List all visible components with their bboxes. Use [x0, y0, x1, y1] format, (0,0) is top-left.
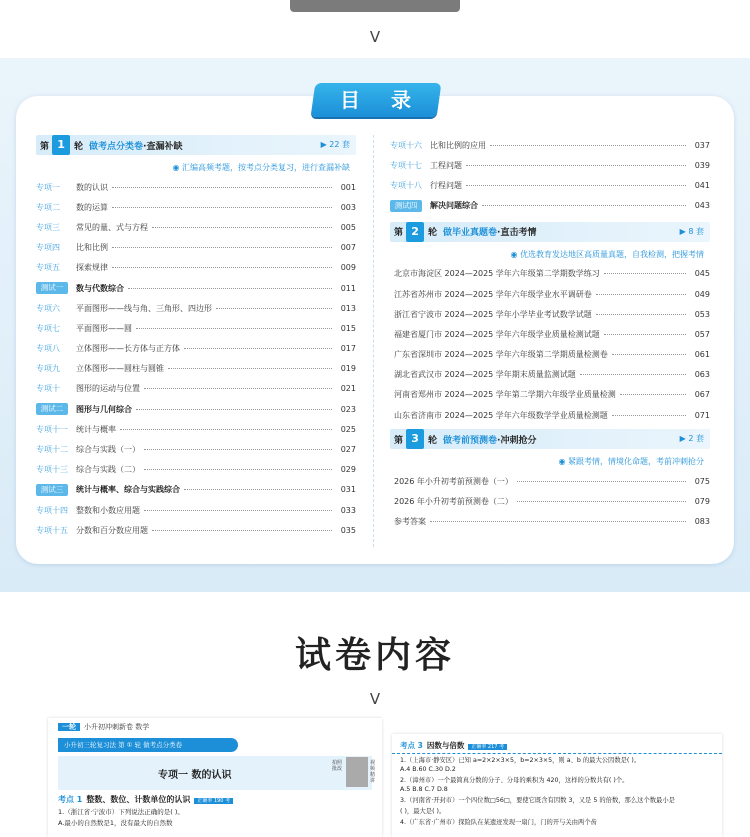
toc-row: [390, 175, 710, 195]
toc-tag: 专项十五: [36, 525, 68, 535]
round-number-badge: 1: [52, 135, 70, 155]
toc-left-column: [36, 135, 356, 540]
toc-page-number: 009: [340, 263, 356, 273]
toc-item-name: 比和比例: [76, 243, 108, 253]
toc-row: [36, 258, 356, 278]
toc-page-number: 075: [694, 476, 710, 486]
toc-tag: 专项三: [36, 222, 60, 232]
toc-row: [390, 365, 710, 385]
toc-row: [390, 345, 710, 365]
toc-row: [36, 520, 356, 540]
question-line: A.5 B.8 C.7 D.8: [400, 786, 448, 793]
dot-leader: [136, 409, 332, 410]
toc-page-number: 039: [694, 160, 710, 170]
round-3-list: [390, 471, 710, 532]
dot-leader: [596, 314, 686, 315]
dot-leader: [430, 521, 686, 522]
round-1-header: 第 1 轮 做考点分类卷 ·查漏补缺 ▶ 22 套: [36, 135, 356, 155]
dot-leader: [620, 394, 686, 395]
question-lines: [392, 754, 722, 827]
sample-page-right: [392, 734, 722, 837]
toc-tag: 专项九: [36, 364, 60, 374]
toc-page-number: 025: [340, 424, 356, 434]
toc-tag: 专项七: [36, 323, 60, 333]
section-2-title: 试卷内容: [294, 635, 455, 676]
toc-page-number: 079: [694, 497, 710, 507]
dot-leader: [612, 354, 686, 355]
toc-row: [36, 439, 356, 459]
toc-page-number: 057: [694, 329, 710, 339]
chevron-down-icon: V: [369, 28, 381, 46]
knowledge-point: 考点 3 因数与倍数 正确率 217 考: [392, 734, 722, 754]
toc-item-name: 图形与几何综合: [76, 404, 132, 414]
question-line: ( )，最大是( )。: [400, 808, 446, 815]
column-divider: [373, 135, 374, 547]
toc-test-row: [390, 196, 710, 216]
toc-item-name: 数与代数综合: [76, 283, 124, 293]
set-count: ▶ 8 套: [679, 226, 704, 236]
dot-leader: [152, 530, 332, 531]
qr-caption-right: 视频精讲: [370, 760, 376, 784]
toc-test-row: [36, 278, 356, 298]
toc-page-number: 067: [694, 390, 710, 400]
dot-leader: [604, 273, 686, 274]
toc-item-name: 平面图形——圆: [76, 323, 132, 333]
dot-leader: [216, 308, 332, 309]
toc-item-name: 北京市海淀区 2024—2025 学年六年级第二学期数学练习: [394, 269, 600, 279]
toc-row: [36, 177, 356, 197]
toc-page-number: 049: [694, 289, 710, 299]
toc-row: [36, 460, 356, 480]
toc-row: [390, 135, 710, 155]
toc-row: [390, 264, 710, 284]
page-header: 一轮 小升初冲刺新卷 数学: [48, 718, 382, 736]
toc-item-name: 行程问题: [430, 180, 462, 190]
toc-item-name: 综合与实践（二）: [76, 465, 140, 475]
toc-title: 目 录: [311, 83, 442, 117]
toc-page-number: 035: [340, 525, 356, 535]
toc-item-name: 整数和小数应用题: [76, 505, 140, 515]
round-number-badge: 3: [406, 429, 424, 449]
toc-tag: 测试四: [390, 200, 422, 212]
toc-row: [390, 512, 710, 532]
toc-tag: 专项十一: [36, 424, 68, 434]
dot-leader: [144, 510, 332, 511]
toc-tag: 专项十七: [390, 160, 422, 170]
toc-item-name: 山东省济南市 2024—2025 学年六年级数学学业质量检测题: [394, 410, 608, 420]
toc-row: [36, 419, 356, 439]
toc-item-name: 浙江省宁波市 2024—2025 学年小学毕业考试数学试题: [394, 309, 592, 319]
toc-tag: 专项十: [36, 384, 60, 394]
toc-item-name: 比和比例的应用: [430, 140, 486, 150]
previous-section-title-fragment: [290, 0, 460, 12]
toc-row: [36, 339, 356, 359]
toc-row: [390, 471, 710, 491]
dot-leader: [168, 368, 332, 369]
question-option: A.最小的自然数是1，没有最大的自然数: [58, 819, 173, 827]
toc-page-number: 029: [340, 465, 356, 475]
round-3-header: 第 3 轮 做考前预测卷 ·冲刺抢分 ▶ 2 套: [390, 429, 710, 449]
round-1-list: [36, 177, 356, 540]
dot-leader: [112, 187, 332, 188]
toc-tag: 专项十四: [36, 505, 68, 515]
sample-page-left: [48, 718, 382, 837]
toc-row: [390, 491, 710, 511]
toc-row: [390, 385, 710, 405]
toc-item-name: 江苏省苏州市 2024—2025 学年六年级学业水平调研卷: [394, 289, 592, 299]
toc-row: [36, 379, 356, 399]
dot-leader: [144, 469, 332, 470]
toc-tag: 专项十二: [36, 445, 68, 455]
toc-row: [36, 217, 356, 237]
toc-row: [36, 500, 356, 520]
toc-tag: 专项十八: [390, 180, 422, 190]
toc-tag: 专项十六: [390, 140, 422, 150]
dot-leader: [144, 449, 332, 450]
toc-tag: 测试三: [36, 484, 68, 496]
question-line: 2.（漳州市）一个最简真分数的分子、分母的乘积为 420，这样的分数共有( )个。: [400, 777, 629, 784]
toc-row: [390, 304, 710, 324]
chevron-down-icon: V: [369, 690, 381, 708]
toc-row: [36, 359, 356, 379]
topic-title: 专项一 数的认识: [158, 770, 232, 781]
toc-page-number: 033: [340, 505, 356, 515]
dot-leader: [466, 165, 686, 166]
toc-page-number: 031: [340, 485, 356, 495]
toc-item-name: 常见的量、式与方程: [76, 222, 148, 232]
dot-leader: [112, 267, 332, 268]
round-2-note: ◉ 优选教育发达地区高质量真题，自我检测，把握考情: [510, 249, 704, 259]
toc-page-number: 003: [340, 202, 356, 212]
toc-page-number: 011: [340, 283, 356, 293]
dot-leader: [490, 145, 686, 146]
dot-leader: [112, 207, 332, 208]
question-line: 3.（河南省·开封市）一个四位数□56□，要使它既含有因数 3，又是 5 的倍数，那么这个数最小是: [400, 797, 675, 804]
toc-page-number: 019: [340, 364, 356, 374]
toc-item-name: 解决问题综合: [430, 201, 478, 211]
toc-item-name: 立体图形——圆柱与圆锥: [76, 364, 164, 374]
question-line: 1.（上海市·静安区）已知 a=2×2×3×5，b=2×3×5，则 a、b 的最大公因数是( )。: [400, 757, 641, 764]
toc-page-number: 021: [340, 384, 356, 394]
toc-item-name: 2026 年小升初考前预测卷（一）: [394, 476, 513, 486]
toc-item-name: 工程问题: [430, 160, 462, 170]
toc-page-number: 037: [694, 140, 710, 150]
toc-item-name: 图形的运动与位置: [76, 384, 140, 394]
toc-item-name: 数的运算: [76, 202, 108, 212]
dot-leader: [136, 328, 332, 329]
dot-leader: [612, 415, 686, 416]
dot-leader: [120, 429, 332, 430]
toc-tag: 测试二: [36, 403, 68, 415]
toc-row: [36, 318, 356, 338]
toc-test-row: [36, 480, 356, 500]
round-3-note: ◉ 紧跟考情，情境化命题，考前冲刺抢分: [558, 457, 704, 467]
toc-row: [36, 238, 356, 258]
dot-leader: [517, 481, 686, 482]
toc-row: [36, 197, 356, 217]
dot-leader: [482, 205, 686, 206]
toc-page-number: 023: [340, 404, 356, 414]
dot-leader: [604, 334, 686, 335]
toc-item-name: 湖北省武汉市 2024—2025 学年期末质量监测试题: [394, 370, 576, 380]
toc-row: [36, 298, 356, 318]
toc-page-number: 045: [694, 269, 710, 279]
dot-leader: [184, 489, 332, 490]
toc-item-name: 分数和百分数应用题: [76, 525, 148, 535]
toc-page-number: 053: [694, 309, 710, 319]
toc-tag: 测试一: [36, 282, 68, 294]
dot-leader: [184, 348, 332, 349]
toc-page-number: 007: [340, 243, 356, 253]
toc-page-number: 017: [340, 344, 356, 354]
toc-page-number: 063: [694, 370, 710, 380]
toc-row: [390, 405, 710, 425]
toc-test-row: [36, 399, 356, 419]
knowledge-point: 考点 1 整数、数位、计数单位的认识 正确率 190 考: [58, 794, 372, 805]
toc-tag: 专项十三: [36, 465, 68, 475]
toc-item-name: 立体图形——长方体与正方体: [76, 344, 180, 354]
round-2-header: 第 2 轮 做毕业真题卷 ·直击考情 ▶ 8 套: [390, 222, 710, 242]
toc-tag: 专项五: [36, 263, 60, 273]
toc-item-name: 广东省深圳市 2024—2025 学年六年级第二学期质量检测卷: [394, 350, 608, 360]
toc-tag: 专项六: [36, 303, 60, 313]
dot-leader: [144, 388, 332, 389]
toc-item-name: 数的认识: [76, 182, 108, 192]
set-count: ▶ 2 套: [679, 434, 704, 444]
toc-item-name: 探索规律: [76, 263, 108, 273]
question-line: 4.（广东省·广州市）探险队在某遗迹发现一扇门，门的开与关由两个齿: [400, 819, 597, 826]
dot-leader: [596, 294, 686, 295]
toc-right-column: [390, 135, 710, 532]
question-line: 1.（浙江省·宁波市）下列说法正确的是( )。: [58, 808, 184, 816]
toc-item-name: 福建省厦门市 2024—2025 学年六年级学业质量检测试题: [394, 329, 600, 339]
dot-leader: [152, 227, 332, 228]
toc-page-number: 005: [340, 222, 356, 232]
toc-item-name: 2026 年小升初考前预测卷（二）: [394, 497, 513, 507]
round-1-continued-list: [390, 135, 710, 216]
toc-tag: 专项一: [36, 182, 60, 192]
toc-row: [390, 324, 710, 344]
toc-page-number: 071: [694, 410, 710, 420]
toc-page-number: 001: [340, 182, 356, 192]
toc-tag: 专项四: [36, 243, 60, 253]
toc-page-number: 041: [694, 180, 710, 190]
toc-page-number: 061: [694, 350, 710, 360]
toc-item-name: 平面图形——线与角、三角形、四边形: [76, 303, 212, 313]
toc-page-number: 027: [340, 445, 356, 455]
toc-tag: 专项八: [36, 344, 60, 354]
toc-item-name: 河南省郑州市 2024—2025 学年第二学期六年级学业质量检测: [394, 390, 616, 400]
toc-item-name: 统计与概率、综合与实践综合: [76, 485, 180, 495]
question-line: A.4 B.60 C.30 D.2: [400, 766, 456, 773]
toc-page-number: 013: [340, 303, 356, 313]
toc-page-number: 015: [340, 323, 356, 333]
set-count: ▶ 22 套: [320, 140, 350, 149]
toc-page-number: 043: [694, 201, 710, 211]
dot-leader: [466, 185, 686, 186]
toc-tag: 专项二: [36, 202, 60, 212]
dot-leader: [128, 288, 332, 289]
qr-caption-left: 拍照批改: [332, 760, 343, 772]
topic-banner: [58, 756, 376, 790]
toc-item-name: 统计与概率: [76, 424, 116, 434]
toc-row: [390, 284, 710, 304]
toc-item-name: 综合与实践（一）: [76, 445, 140, 455]
round-1-note: ◉ 汇编高频考题，按考点分类复习，进行查漏补缺: [172, 163, 350, 172]
dot-leader: [112, 247, 332, 248]
page-band: 小升初三轮复习法 第 ① 轮 做考点分类卷: [58, 738, 238, 752]
dot-leader: [517, 501, 686, 502]
dot-leader: [580, 374, 686, 375]
round-number-badge: 2: [406, 222, 424, 242]
round-2-list: [390, 264, 710, 426]
toc-row: [390, 155, 710, 175]
qr-code: [346, 757, 368, 787]
toc-item-name: 参考答案: [394, 517, 426, 527]
toc-page-number: 083: [694, 517, 710, 527]
